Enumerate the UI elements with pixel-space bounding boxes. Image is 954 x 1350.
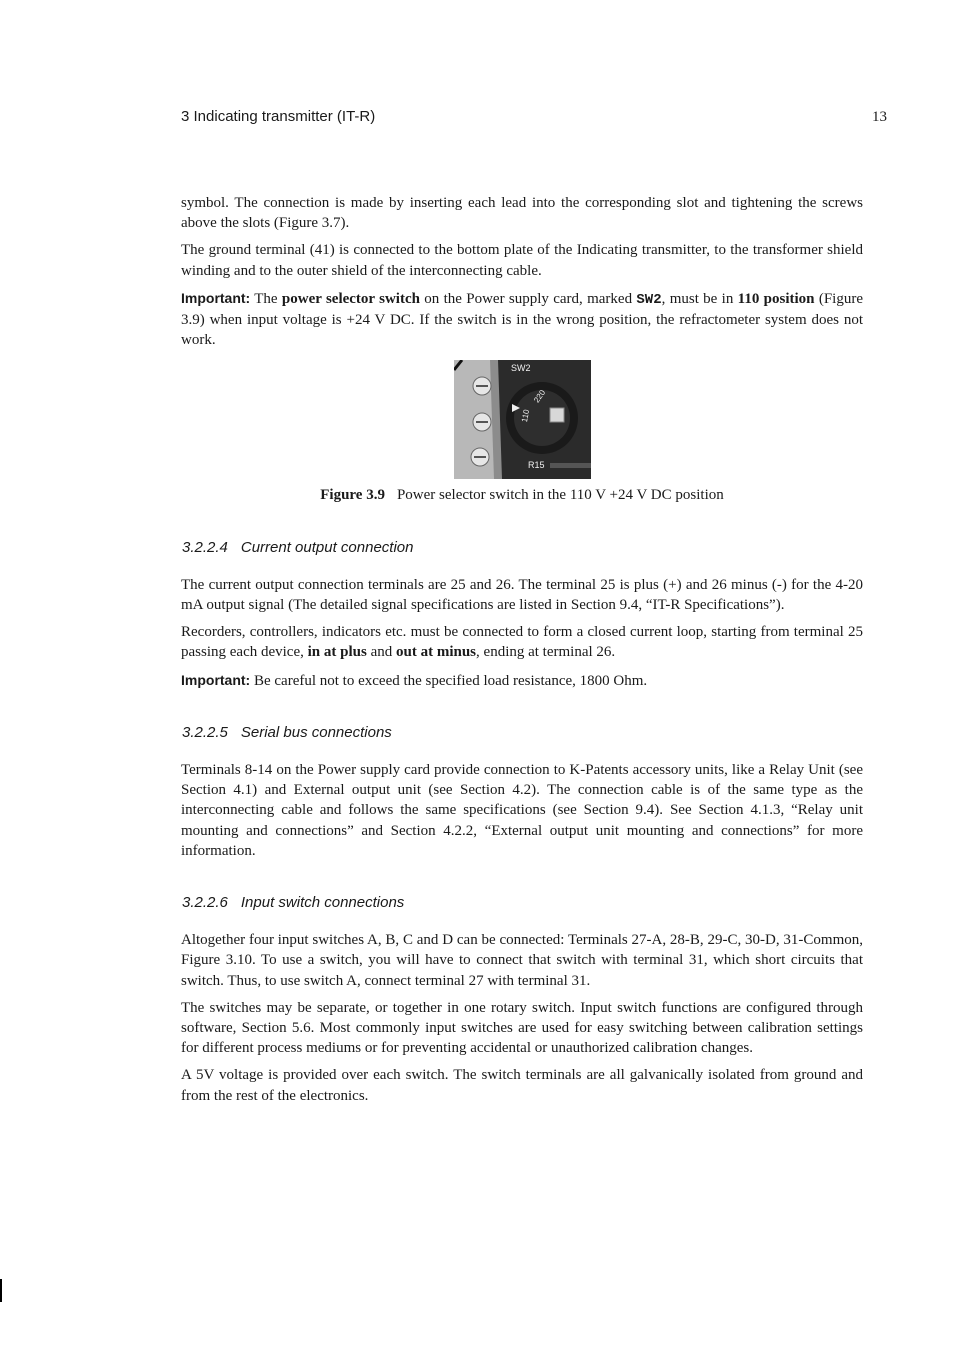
label-110: 110 (519, 409, 531, 424)
text-run: on the Power supply card, marked (419, 290, 637, 307)
important-note (181, 288, 863, 351)
section-number: 3.2.2.6 (182, 894, 228, 912)
important-note (181, 670, 863, 691)
section-title: Input switch connections (240, 894, 405, 912)
change-bar (0, 1279, 2, 1302)
paragraph: Altogether four input switches A, B, C and D can be connected: Terminals 27-A, 28-B, 29-C, 30-D, 31-Common, Figure 3.10. To use a switch, you will have to connect that switch with terminal 31, which short circuits that switch. Thus, to use switch A, connect terminal 27 with terminal 31. (181, 932, 863, 989)
section-title: Serial bus connections (240, 723, 392, 741)
label-220: 220 (531, 388, 547, 405)
figure-caption-text: Power selector switch in the 110 V +24 V DC position (396, 487, 724, 504)
paragraph: The current output connection terminals are 25 and 26. The terminal 25 is plus (+) and 26 minus (-) for the 4-20 mA output signal (The detailed signal specifications are listed in Section 9.4, “IT-R Specifications”). (181, 576, 863, 614)
paragraph: The switches may be separate, or together in one rotary switch. Input switch functions are configured through software, Section 5.6. Most commonly input switches are used for easy switching between calibration settings for different process mediums or for preventing accidental or unauthorized calibration changes. (181, 999, 863, 1057)
section-heading-3-2-2-6 (182, 893, 863, 913)
text-run: and (366, 644, 396, 661)
text-run: The (250, 290, 282, 307)
text-run: Recorders, controllers, indicators etc. must be connected to form a closed current loop, starting from terminal 25 passing each device, (181, 624, 863, 661)
paragraph: Terminals 8-14 on the Power supply card provide connection to K-Patents accessory units, like a Relay Unit (see Section 4.1) and External output unit (see Section 4.2). The connection cable is of the same type as the interconnecting cable and follows the same specifications (see Section 9.4). See Section 4.1.3, “Relay unit mounting and connections” and Section 4.2.2, “External output unit mounting and connections” for more information. (181, 762, 863, 859)
section-number: 3.2.2.4 (182, 538, 228, 556)
r15-label: R15 (527, 460, 545, 471)
section-number: 3.2.2.5 (182, 723, 228, 741)
bold-run: power selector switch (281, 290, 420, 307)
text-run: , must be in (661, 290, 738, 307)
text-run: , ending at terminal 26. (476, 644, 616, 661)
page-body (181, 193, 863, 1113)
section-title: Current output connection (240, 538, 414, 556)
section-heading-3-2-2-5 (182, 723, 863, 743)
running-title: 3 Indicating transmitter (IT-R) (181, 108, 376, 125)
figure-caption (181, 485, 863, 505)
paragraph (181, 622, 863, 662)
bold-run: 110 position (737, 290, 815, 307)
figure-label: Figure 3.9 (320, 487, 385, 504)
page-number: 13 (872, 109, 887, 125)
bold-run: in at plus (307, 644, 367, 661)
section-heading-3-2-2-4 (182, 538, 863, 558)
paragraph: The ground terminal (41) is connected to the bottom plate of the Indicating transmitter, to the transformer shield winding and to the outer shield of the interconnecting cable. (181, 242, 863, 279)
sw2-label: SW2 (510, 363, 531, 374)
paragraph: symbol. The connection is made by inserting each lead into the corresponding slot and tightening the screws above the slots (Figure 3.7). (181, 195, 863, 232)
bold-run: out at minus (396, 644, 477, 661)
figure (181, 360, 863, 505)
text-run: Be careful not to exceed the specified load resistance, 1800 Ohm. (250, 672, 648, 689)
code-run: SW2 (636, 291, 662, 308)
power-selector-switch-photo (454, 360, 591, 479)
important-label: Important: (181, 671, 251, 688)
page-header (181, 108, 887, 130)
text-run: (Figure 3.9) when input voltage is +24 V DC. If the switch is in the wrong position, the refractometer system does not work. (181, 290, 863, 349)
important-label: Important: (181, 289, 251, 306)
paragraph: A 5V voltage is provided over each switch. The switch terminals are all galvanically isolated from ground and from the rest of the electronics. (181, 1067, 863, 1104)
